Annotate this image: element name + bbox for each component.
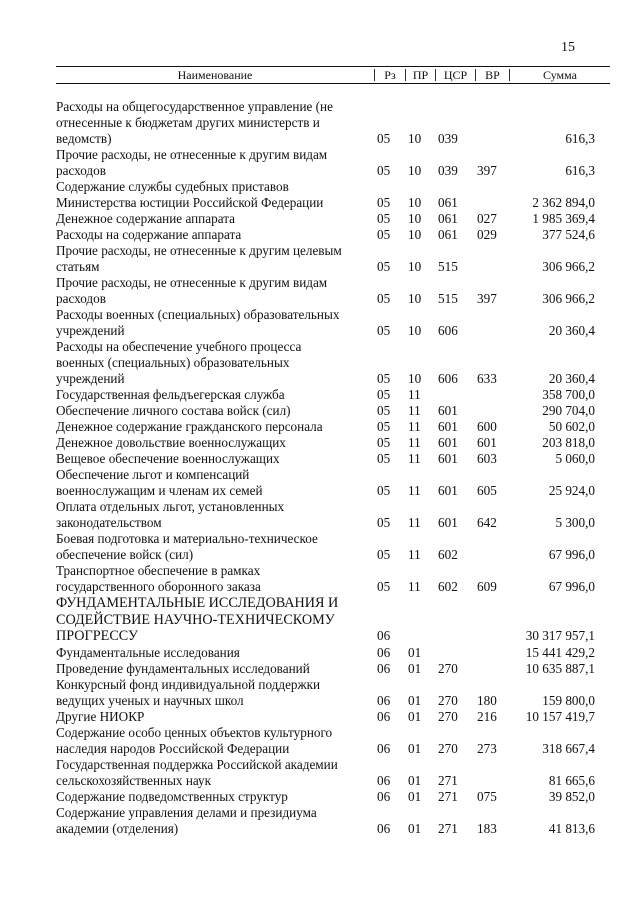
row-rz: 05 bbox=[377, 435, 391, 450]
row-csr: 601 bbox=[438, 451, 458, 466]
row-sum: 306 966,2 bbox=[542, 291, 595, 306]
row-sum: 39 852,0 bbox=[548, 788, 595, 804]
row-rz: 05 bbox=[377, 195, 391, 210]
row-vr: 605 bbox=[477, 483, 497, 498]
row-pr: 11 bbox=[408, 419, 421, 434]
row-name: Содержание особо ценных объектов культурного наследия народов Российской Федерации bbox=[56, 724, 333, 756]
row-sum: 10 635 887,1 bbox=[525, 660, 595, 676]
row-rz: 06 bbox=[377, 644, 391, 660]
table-row bbox=[0, 563, 640, 595]
row-csr: 270 bbox=[438, 740, 458, 756]
row-pr: 01 bbox=[408, 692, 422, 708]
table-row bbox=[0, 387, 640, 403]
row-csr: 271 bbox=[438, 820, 458, 836]
row-sum: 30 317 957,1 bbox=[525, 628, 595, 643]
row-rz: 05 bbox=[377, 387, 391, 402]
table-row bbox=[0, 499, 640, 531]
row-csr: 515 bbox=[438, 291, 458, 306]
table-row bbox=[0, 709, 640, 725]
row-name: Другие НИОКР bbox=[56, 708, 145, 724]
row-sum: 290 704,0 bbox=[542, 403, 595, 418]
row-name: Обеспечение личного состава войск (сил) bbox=[56, 403, 291, 418]
row-pr: 11 bbox=[408, 387, 421, 402]
row-csr: 061 bbox=[438, 227, 458, 242]
row-sum: 1 985 369,4 bbox=[532, 211, 595, 226]
table-row bbox=[0, 595, 640, 645]
row-name: Транспортное обеспечение в рамках государственного оборонного заказа bbox=[56, 563, 261, 594]
table-row bbox=[0, 661, 640, 677]
row-csr: 061 bbox=[438, 195, 458, 210]
row-pr: 01 bbox=[408, 740, 422, 756]
row-vr: 600 bbox=[477, 419, 497, 434]
table-row bbox=[0, 99, 640, 147]
row-csr: 602 bbox=[438, 547, 458, 562]
row-name: Прочие расходы, не отнесенные к другим целевым статьям bbox=[56, 243, 342, 274]
row-csr: 271 bbox=[438, 772, 458, 788]
header-sum: Сумма bbox=[543, 68, 577, 82]
row-vr: 180 bbox=[477, 692, 497, 708]
row-csr: 061 bbox=[438, 211, 458, 226]
row-pr: 11 bbox=[408, 403, 421, 418]
row-pr: 11 bbox=[408, 451, 421, 466]
row-vr: 397 bbox=[477, 163, 497, 178]
row-csr: 270 bbox=[438, 708, 458, 724]
table-row bbox=[0, 339, 640, 387]
page-number: 15 bbox=[561, 40, 575, 55]
table-row bbox=[0, 451, 640, 467]
row-name: Обеспечение льгот и компенсаций военнослужащим и членам их семей bbox=[56, 467, 263, 498]
row-name: Боевая подготовка и материально-техническое обеспечение войск (сил) bbox=[56, 531, 318, 562]
row-sum: 159 800,0 bbox=[542, 692, 595, 708]
row-pr: 10 bbox=[408, 259, 422, 274]
row-rz: 05 bbox=[377, 259, 391, 274]
row-name: Фундаментальные исследования bbox=[56, 644, 240, 660]
row-rz: 05 bbox=[377, 403, 391, 418]
row-rz: 06 bbox=[377, 692, 391, 708]
row-rz: 05 bbox=[377, 211, 391, 226]
row-sum: 203 818,0 bbox=[542, 435, 595, 450]
table-row bbox=[0, 147, 640, 179]
row-pr: 10 bbox=[408, 371, 422, 386]
row-csr: 606 bbox=[438, 371, 458, 386]
row-csr: 270 bbox=[438, 692, 458, 708]
row-sum: 5 300,0 bbox=[555, 515, 595, 530]
row-sum: 377 524,6 bbox=[542, 227, 595, 242]
row-rz: 05 bbox=[377, 291, 391, 306]
row-rz: 05 bbox=[377, 547, 391, 562]
row-name: Содержание подведомственных структур bbox=[56, 788, 288, 804]
table-row bbox=[0, 645, 640, 661]
row-csr: 039 bbox=[438, 163, 458, 178]
row-pr: 11 bbox=[408, 515, 421, 530]
row-rz: 06 bbox=[377, 740, 391, 756]
row-pr: 10 bbox=[408, 291, 422, 306]
row-sum: 67 996,0 bbox=[548, 579, 595, 594]
row-pr: 10 bbox=[408, 195, 422, 210]
row-pr: 01 bbox=[408, 788, 422, 804]
row-name: Денежное содержание аппарата bbox=[56, 211, 235, 226]
row-pr: 11 bbox=[408, 483, 421, 498]
row-sum: 306 966,2 bbox=[542, 259, 595, 274]
table-row bbox=[0, 243, 640, 275]
row-csr: 515 bbox=[438, 259, 458, 274]
row-rz: 06 bbox=[377, 660, 391, 676]
table-row bbox=[0, 467, 640, 499]
row-vr: 029 bbox=[477, 227, 497, 242]
row-pr: 01 bbox=[408, 660, 422, 676]
row-rz: 06 bbox=[377, 772, 391, 788]
row-rz: 06 bbox=[377, 628, 391, 643]
header-rz: Рз bbox=[384, 68, 396, 82]
row-rz: 05 bbox=[377, 163, 391, 178]
table-header bbox=[56, 66, 610, 84]
row-name: Прочие расходы, не отнесенные к другим видам расходов bbox=[56, 147, 328, 178]
row-pr: 10 bbox=[408, 131, 422, 146]
row-vr: 601 bbox=[477, 435, 497, 450]
row-name: Расходы на содержание аппарата bbox=[56, 227, 242, 242]
header-name: Наименование bbox=[177, 68, 253, 82]
row-pr: 01 bbox=[408, 772, 422, 788]
row-csr: 270 bbox=[438, 660, 458, 676]
table-row bbox=[0, 677, 640, 709]
row-rz: 05 bbox=[377, 371, 391, 386]
row-vr: 397 bbox=[477, 291, 497, 306]
row-sum: 50 602,0 bbox=[548, 419, 595, 434]
row-sum: 41 813,6 bbox=[548, 820, 595, 836]
row-name: Вещевое обеспечение военнослужащих bbox=[56, 451, 280, 466]
row-name: Государственная поддержка Российской академии сельскохозяйственных наук bbox=[56, 756, 338, 788]
row-pr: 10 bbox=[408, 163, 422, 178]
table-row bbox=[0, 725, 640, 757]
row-sum: 20 360,4 bbox=[548, 371, 595, 386]
row-name: Денежное довольствие военнослужащих bbox=[56, 435, 286, 450]
row-sum: 67 996,0 bbox=[548, 547, 595, 562]
table-row bbox=[0, 227, 640, 243]
row-vr: 183 bbox=[477, 820, 497, 836]
row-vr: 609 bbox=[477, 579, 497, 594]
row-name: Расходы на обеспечение учебного процесса военных (специальных) образовательных учреждений bbox=[56, 339, 302, 386]
row-pr: 10 bbox=[408, 227, 422, 242]
row-pr: 11 bbox=[408, 435, 421, 450]
row-name: Расходы военных (специальных) образовательных учреждений bbox=[56, 307, 340, 338]
row-pr: 01 bbox=[408, 644, 422, 660]
row-rz: 05 bbox=[377, 227, 391, 242]
row-rz: 06 bbox=[377, 820, 391, 836]
row-name: Содержание службы судебных приставов Министерства юстиции Российской Федерации bbox=[56, 179, 324, 210]
row-csr: 606 bbox=[438, 323, 458, 338]
table-row bbox=[0, 275, 640, 307]
row-vr: 633 bbox=[477, 371, 497, 386]
row-name: Прочие расходы, не отнесенные к другим видам расходов bbox=[56, 275, 328, 306]
table-row bbox=[0, 403, 640, 419]
table-row bbox=[0, 805, 640, 837]
row-vr: 603 bbox=[477, 451, 497, 466]
row-csr: 601 bbox=[438, 515, 458, 530]
row-rz: 05 bbox=[377, 323, 391, 338]
row-name: Денежное содержание гражданского персонала bbox=[56, 419, 323, 434]
table-row bbox=[0, 179, 640, 211]
row-rz: 06 bbox=[377, 708, 391, 724]
table-row bbox=[0, 789, 640, 805]
row-pr: 01 bbox=[408, 820, 422, 836]
row-sum: 15 441 429,2 bbox=[525, 644, 595, 660]
row-pr: 11 bbox=[408, 579, 421, 594]
row-sum: 2 362 894,0 bbox=[532, 195, 595, 210]
table-row bbox=[0, 435, 640, 451]
row-sum: 20 360,4 bbox=[548, 323, 595, 338]
table-row bbox=[0, 307, 640, 339]
row-pr: 10 bbox=[408, 211, 422, 226]
row-vr: 216 bbox=[477, 708, 497, 724]
row-csr: 601 bbox=[438, 403, 458, 418]
table-row bbox=[0, 419, 640, 435]
row-sum: 10 157 419,7 bbox=[525, 708, 595, 724]
row-rz: 05 bbox=[377, 579, 391, 594]
row-pr: 11 bbox=[408, 547, 421, 562]
row-name: Государственная фельдъегерская служба bbox=[56, 387, 285, 402]
row-sum: 5 060,0 bbox=[555, 451, 595, 466]
table-row bbox=[0, 531, 640, 563]
row-name: Проведение фундаментальных исследований bbox=[56, 660, 310, 676]
row-vr: 027 bbox=[477, 211, 497, 226]
row-csr: 602 bbox=[438, 579, 458, 594]
row-name: Оплата отдельных льгот, установленных законодательством bbox=[56, 499, 285, 530]
row-rz: 05 bbox=[377, 419, 391, 434]
row-rz: 05 bbox=[377, 131, 391, 146]
row-name: Расходы на общегосударственное управление (не отнесенные к бюджетам других министерств и ведомств) bbox=[56, 99, 333, 146]
row-pr: 10 bbox=[408, 323, 422, 338]
row-csr: 271 bbox=[438, 788, 458, 804]
row-sum: 616,3 bbox=[565, 131, 595, 146]
header-vr: ВР bbox=[485, 68, 500, 82]
table-row bbox=[0, 211, 640, 227]
row-name: Конкурсный фонд индивидуальной поддержки ведущих ученых и научных школ bbox=[56, 676, 321, 708]
row-sum: 358 700,0 bbox=[542, 387, 595, 402]
row-csr: 601 bbox=[438, 483, 458, 498]
header-csr: ЦСР bbox=[443, 68, 468, 82]
row-rz: 05 bbox=[377, 515, 391, 530]
table-row bbox=[0, 757, 640, 789]
row-vr: 273 bbox=[477, 740, 497, 756]
row-csr: 601 bbox=[438, 435, 458, 450]
header-pr: ПР bbox=[412, 68, 429, 82]
row-rz: 05 bbox=[377, 451, 391, 466]
row-name: Содержание управления делами и президиума академии (отделения) bbox=[56, 804, 317, 836]
row-sum: 81 665,6 bbox=[548, 772, 595, 788]
row-pr: 01 bbox=[408, 708, 422, 724]
row-sum: 616,3 bbox=[565, 163, 595, 178]
row-vr: 075 bbox=[477, 788, 497, 804]
row-csr: 039 bbox=[438, 131, 458, 146]
row-rz: 05 bbox=[377, 483, 391, 498]
row-rz: 06 bbox=[377, 788, 391, 804]
row-vr: 642 bbox=[477, 515, 497, 530]
row-name: ФУНДАМЕНТАЛЬНЫЕ ИССЛЕДОВАНИЯ И СОДЕЙСТВИЕ НАУЧНО-ТЕХНИЧЕСКОМУ ПРОГРЕССУ bbox=[56, 595, 339, 644]
row-sum: 25 924,0 bbox=[548, 483, 595, 498]
row-csr: 601 bbox=[438, 419, 458, 434]
row-sum: 318 667,4 bbox=[542, 740, 595, 756]
